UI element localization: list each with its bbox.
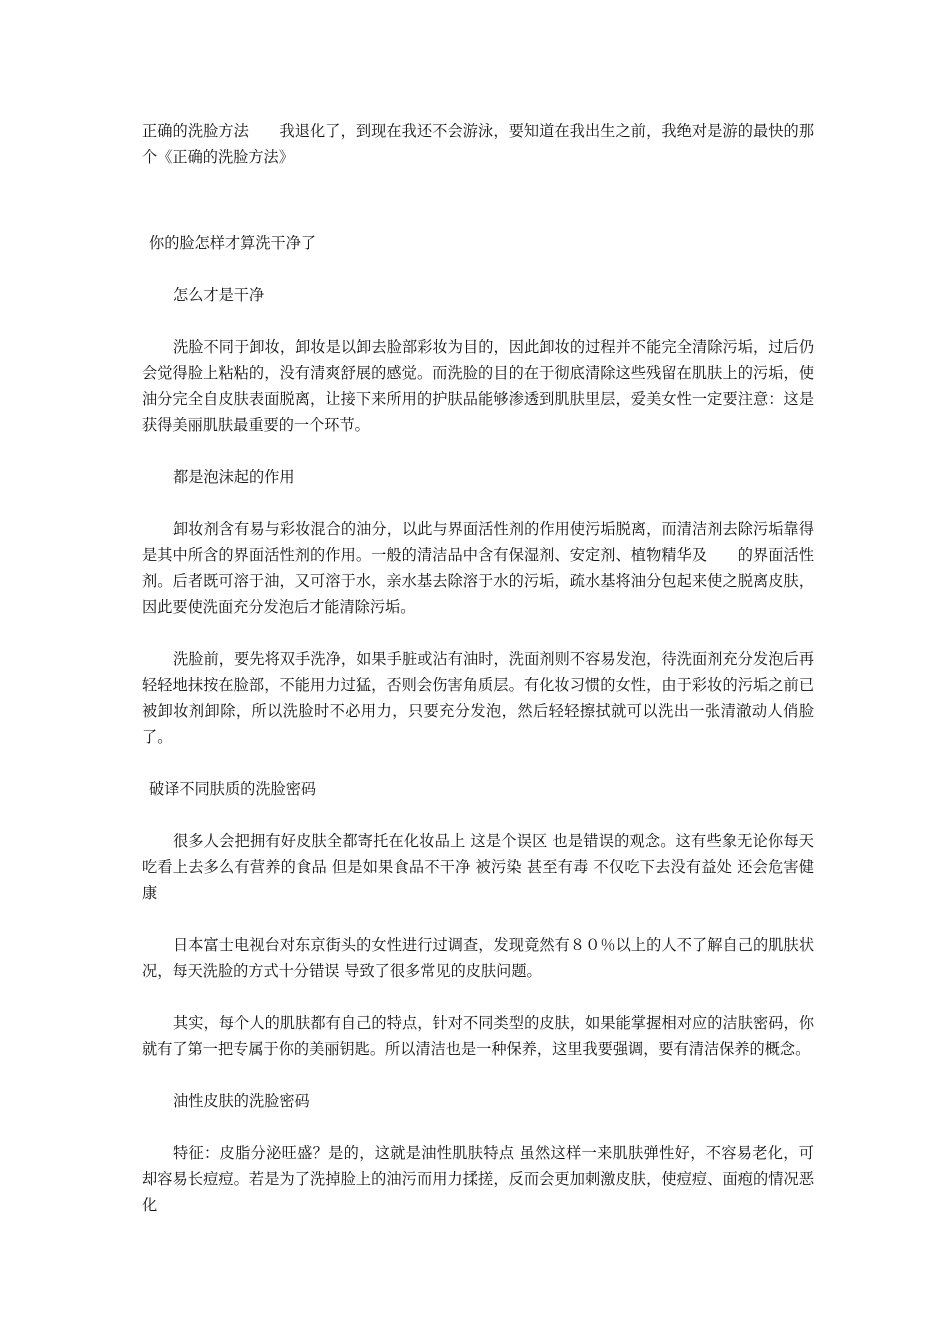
paragraph-fuji-survey: 日本富士电视台对东京街头的女性进行过调查，发现竟然有８０％以上的人不了解自己的肌肤状况，每天洗脸的方式十分错误 导致了很多常见的皮肤问题。 (142, 936, 814, 980)
subheading-oily-skin: 油性皮肤的洗脸密码 (173, 1092, 310, 1110)
paragraph-cleansing-vs-makeup-removal: 洗脸不同于卸妆，卸妆是以卸去脸部彩妆为目的，因此卸妆的过程并不能完全清除污垢，过后仍会觉得脸上粘粘的，没有清爽舒展的感觉。而洗脸的目的在于彻底清除这些残留在肌肤上的污垢，使油分完全自皮肤表面脱离，让接下来所用的护肤品能够渗透到肌肤里层，爱美女性一定要注意：这是获得美丽肌肤最重要的一个环节。 (142, 338, 814, 434)
section-heading-clean-face: 你的脸怎样才算洗干净了 (149, 234, 317, 252)
paragraph-before-washing: 洗脸前，要先将双手洗净，如果手脏或沾有油时，洗面剂则不容易发泡，待洗面剂充分发泡后再轻轻地抹按在脸部，不能用力过猛，否则会伤害角质层。有化妆习惯的女性，由于彩妆的污垢之前已被卸妆剂卸除，所以洗脸时不必用力，只要充分发泡，然后轻轻擦拭就可以洗出一张清澈动人俏脸了。 (142, 650, 814, 746)
subheading-foam-effect: 都是泡沫起的作用 (173, 468, 295, 486)
paragraph-oily-skin-features: 特征：皮脂分泌旺盛？是的，这就是油性肌肤特点 虽然这样一来肌肤弹性好，不容易老化，可却容易长痘痘。若是为了洗掉脸上的油污而用力揉搓，反而会更加刺激皮肤，使痘痘、面疱的情况恶化 (142, 1144, 814, 1214)
paragraph-surfactant: 卸妆剂含有易与彩妆混合的油分，以此与界面活性剂的作用使污垢脱离，而清洁剂去除污垢靠得是其中所含的界面活性剂的作用。一般的清洁品中含有保湿剂、安定剂、植物精华及 的界面活性剂。后者既可溶于油，又可溶于水，亲水基去除溶于水的污垢，疏水基将油分包起来使之脱离皮肤，因此要使洗面充分发泡后才能清除污垢。 (142, 520, 814, 616)
intro-paragraph: 正确的洗脸方法 我退化了，到现在我还不会游泳，要知道在我出生之前，我绝对是游的最快的那个《正确的洗脸方法》 (142, 122, 814, 166)
document-body (142, 118, 814, 1244)
paragraph-cosmetics-misconception: 很多人会把拥有好皮肤全都寄托在化妆品上 这是个误区 也是错误的观念。这有些象无论你每天吃看上去多么有营养的食品 但是如果食品不干净 被污染 甚至有毒 不仅吃下去没有益处 还会危害健康 (142, 832, 814, 902)
section-heading-skin-types: 破译不同肤质的洗脸密码 (149, 780, 317, 798)
subheading-what-is-clean: 怎么才是干净 (173, 286, 265, 304)
paragraph-skin-code: 其实，每个人的肌肤都有自己的特点，针对不同类型的皮肤，如果能掌握相对应的洁肤密码，你就有了第一把专属于你的美丽钥匙。所以清洁也是一种保养，这里我要强调，要有清洁保养的概念。 (142, 1014, 814, 1058)
